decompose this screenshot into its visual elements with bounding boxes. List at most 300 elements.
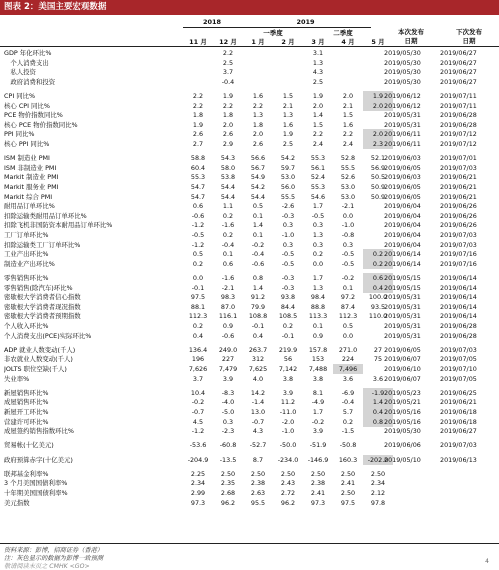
- value-cell: -1.0: [281, 231, 295, 239]
- value-cell: -2.1: [341, 202, 355, 211]
- indicator-label: 个人收入环比%: [4, 322, 49, 330]
- table-row: [0, 91, 499, 101]
- value-cell: 2.5: [282, 140, 294, 148]
- value-cell: 5.7: [342, 408, 354, 416]
- value-cell: 0.9: [312, 331, 324, 340]
- release-date-cell: 2019/06/04: [384, 221, 421, 230]
- disclaimer-note: 敬请阅读末页之 CMHK <GO>: [4, 563, 90, 570]
- value-cell: 2.2: [312, 130, 324, 139]
- table-row: [0, 440, 499, 450]
- value-cell: 1.6: [342, 120, 354, 129]
- value-cell: 1.4: [363, 397, 393, 407]
- value-cell: 312: [251, 355, 265, 364]
- release-date-cell: 2019/05/16: [384, 417, 421, 426]
- value-cell: 97.2: [340, 293, 356, 302]
- value-cell: 1.7: [312, 408, 324, 416]
- indicator-label: 密歇根大学消费者现况指数: [4, 302, 81, 311]
- table-row: [0, 302, 499, 312]
- value-cell: -1.5: [341, 427, 355, 436]
- value-cell: 54.9: [250, 173, 266, 182]
- value-cell: 112.3: [338, 312, 358, 321]
- next-release-cell: 2019/06/28: [440, 120, 477, 129]
- value-cell: 2.0: [312, 101, 324, 110]
- table-row: [0, 58, 499, 68]
- release-date-cell: 2019/05/31: [384, 331, 421, 340]
- indicator-label: ISM 非制造业 PMI: [4, 163, 57, 172]
- table-row: [0, 220, 499, 230]
- month-header: 2 月: [281, 38, 295, 46]
- value-cell: 0.6: [222, 259, 234, 268]
- indicator-label: 新屋开工环比%: [4, 408, 49, 416]
- value-cell: 0.3: [282, 240, 294, 249]
- value-cell: -51.9: [309, 441, 327, 450]
- next-release-cell: 2019/06/27: [440, 49, 477, 57]
- indicator-label: 密歇根大学消费者信心指数: [4, 293, 81, 302]
- value-cell: 1.3: [252, 111, 264, 120]
- table-row: [0, 192, 499, 202]
- table-row: [0, 211, 499, 221]
- indicator-label: 成屋签约销售指数环比%: [4, 427, 74, 436]
- value-cell: 0.2: [312, 250, 324, 259]
- year-2019-header: 2019: [296, 18, 315, 26]
- value-cell: 59.7: [280, 163, 296, 172]
- value-cell: 79.9: [250, 302, 266, 311]
- next-release-cell: 2019/07/01: [440, 154, 477, 163]
- value-cell: 14.2: [250, 388, 266, 397]
- value-cell: 2.2: [192, 101, 204, 110]
- value-cell: 3.7: [222, 68, 234, 77]
- value-cell: 2.34: [370, 479, 386, 488]
- value-cell: -2.3: [221, 427, 235, 436]
- value-cell: 1.9: [363, 91, 393, 101]
- value-cell: -0.3: [281, 283, 295, 292]
- value-cell: 0.1: [312, 322, 324, 330]
- next-release-cell: 2019/07/05: [440, 355, 477, 364]
- value-cell: 2.9: [222, 140, 234, 148]
- table-row: [0, 48, 499, 58]
- indicator-label: 新屋销售环比%: [4, 388, 49, 397]
- value-cell: 55.3: [190, 173, 206, 182]
- release-date-cell: 2019/05/21: [384, 398, 421, 407]
- value-cell: -146.9: [307, 455, 329, 464]
- value-cell: 97.3: [310, 498, 326, 507]
- table-row: [0, 426, 499, 436]
- indicator-label: 零售销售环比%: [4, 274, 49, 282]
- value-cell: 1.9: [282, 130, 294, 139]
- table-row: [0, 67, 499, 77]
- value-cell: 160.3: [338, 455, 358, 464]
- next-release-cell: 2019/06/25: [440, 388, 477, 397]
- value-cell: 50.9: [370, 192, 386, 201]
- indicator-label: 耐用品订单环比%: [4, 202, 55, 211]
- release-date-cell: 2019/06/03: [384, 173, 421, 182]
- value-cell: -52.7: [249, 441, 267, 450]
- indicator-label: 核心 CPI 同比%: [4, 101, 50, 110]
- table-row: [0, 364, 499, 374]
- value-cell: 1.8: [222, 111, 234, 120]
- value-cell: -234.0: [277, 455, 299, 464]
- value-cell: 87.4: [340, 302, 356, 311]
- indicator-label: 3 个月美国国债利率%: [4, 479, 68, 488]
- release-date-cell: 2019/05/16: [384, 408, 421, 416]
- indicator-label: 零售销售(除汽车)环比%: [4, 283, 73, 292]
- value-cell: 0.2: [192, 322, 204, 330]
- next-release-cell: 2019/07/03: [440, 163, 477, 172]
- next-release-cell: 2019/07/16: [440, 250, 477, 259]
- value-cell: 50.5: [370, 173, 386, 182]
- value-cell: 1.3: [312, 58, 324, 67]
- value-cell: 2.68: [220, 489, 236, 497]
- year-2018-header: 2018: [202, 18, 222, 26]
- value-cell: 113.3: [308, 312, 328, 321]
- value-cell: -50.0: [279, 441, 297, 450]
- value-cell: 8.1: [312, 388, 324, 397]
- value-cell: 53.0: [280, 173, 296, 182]
- value-cell: 53.0: [340, 183, 356, 191]
- value-cell: 0.2: [282, 322, 294, 330]
- value-cell: 227: [221, 355, 235, 364]
- table-row: [0, 101, 499, 111]
- value-cell: 2.25: [190, 469, 206, 478]
- indicator-label: 私人投资: [4, 68, 36, 77]
- value-cell: 54.6: [310, 192, 326, 201]
- next-release-cell: 2019/06/14: [440, 312, 477, 321]
- value-cell: 56.9: [370, 163, 386, 172]
- value-cell: 0.4: [363, 407, 393, 417]
- value-cell: 10.4: [190, 388, 206, 397]
- table-row: [0, 354, 499, 364]
- indicator-label: 制造业产出环比%: [4, 259, 55, 268]
- value-cell: 0.6: [192, 202, 204, 211]
- value-cell: -0.2: [191, 398, 205, 407]
- value-cell: 0.2: [363, 259, 393, 269]
- table-row: [0, 478, 499, 488]
- release-date-cell: 2019/05/10: [384, 455, 421, 464]
- value-cell: 3.8: [312, 374, 324, 383]
- value-cell: 2.43: [280, 479, 296, 488]
- value-cell: -0.4: [221, 240, 235, 249]
- value-cell: 0.0: [342, 211, 354, 220]
- value-cell: -0.5: [281, 250, 295, 259]
- value-cell: 2.2: [222, 49, 234, 57]
- indicator-label: 政府消费和投资: [4, 77, 56, 86]
- value-cell: 0.2: [222, 231, 234, 239]
- value-cell: 3.1: [312, 49, 324, 57]
- value-cell: 2.0: [342, 92, 354, 100]
- value-cell: 2.35: [220, 479, 236, 488]
- next-release-cell: 2019/06/27: [440, 68, 477, 77]
- release-date-cell: 2019/06/07: [384, 374, 421, 383]
- table-row: [0, 283, 499, 293]
- header-rule-top: [183, 27, 371, 28]
- release-date-cell: 2019/06/05: [384, 183, 421, 191]
- value-cell: 112.3: [188, 312, 208, 321]
- value-cell: 54.7: [190, 183, 206, 191]
- value-cell: 97.3: [190, 498, 206, 507]
- indicator-label: 个人消费支出(PCE)实际环比%: [4, 331, 92, 340]
- next-release-cell: 2019/06/27: [440, 58, 477, 67]
- next-release-cell: 2019/07/12: [440, 140, 477, 148]
- value-cell: -2.0: [281, 417, 295, 426]
- quarter-1-header: 一季度: [263, 29, 283, 37]
- value-cell: 8.7: [252, 455, 264, 464]
- value-cell: 2.50: [310, 469, 326, 478]
- value-cell: 1.3: [312, 283, 324, 292]
- value-cell: -0.2: [251, 240, 265, 249]
- value-cell: 58.0: [220, 163, 236, 172]
- value-cell: 2.50: [340, 469, 356, 478]
- value-cell: 13.0: [250, 408, 266, 416]
- value-cell: 0.2: [222, 211, 234, 220]
- value-cell: 55.5: [340, 163, 356, 172]
- value-cell: 2.0: [252, 130, 264, 139]
- value-cell: 4.0: [252, 374, 264, 383]
- value-cell: -11.0: [279, 408, 297, 416]
- value-cell: -1.2: [191, 427, 205, 436]
- next-release-header: 下次发布 日期: [456, 28, 482, 45]
- value-cell: 1.5: [312, 120, 324, 129]
- value-cell: -5.0: [221, 408, 235, 416]
- value-cell: 96.2: [280, 498, 296, 507]
- value-cell: 2.2: [342, 130, 354, 139]
- value-cell: 110.0: [368, 312, 388, 321]
- value-cell: 53.0: [340, 192, 356, 201]
- value-cell: 0.9: [222, 322, 234, 330]
- next-release-cell: 2019/07/10: [440, 365, 477, 373]
- release-date-cell: 2019/06/05: [384, 163, 421, 172]
- value-cell: 55.5: [280, 192, 296, 201]
- value-cell: -0.3: [281, 211, 295, 220]
- value-cell: -0.6: [251, 259, 265, 268]
- value-cell: 1.8: [192, 111, 204, 120]
- value-cell: 1.7: [312, 202, 324, 211]
- value-cell: 1.4: [312, 111, 324, 120]
- value-cell: 0.1: [252, 231, 264, 239]
- value-cell: 88.8: [310, 302, 326, 311]
- indicator-label: 十年期美国国债利率%: [4, 489, 68, 497]
- value-cell: -0.7: [251, 417, 265, 426]
- next-release-cell: 2019/06/21: [440, 398, 477, 407]
- release-date-cell: 2019/05/30: [384, 49, 421, 57]
- value-cell: 2.50: [220, 469, 236, 478]
- value-cell: 1.5: [342, 111, 354, 120]
- value-cell: 0.2: [192, 259, 204, 268]
- release-date-cell: 2019/05/30: [384, 427, 421, 436]
- value-cell: 157.8: [308, 345, 328, 354]
- value-cell: -202.0: [363, 455, 393, 465]
- value-cell: 2.1: [282, 101, 294, 110]
- value-cell: 4.3: [252, 427, 264, 436]
- indicator-label: Markit 制造业 PMI: [4, 173, 59, 182]
- release-date-cell: 2019/05/31: [384, 120, 421, 129]
- next-release-cell: 2019/07/12: [440, 130, 477, 139]
- value-cell: -6.9: [341, 388, 355, 397]
- next-release-cell: 2019/06/28: [440, 322, 477, 330]
- value-cell: -4.0: [221, 398, 235, 407]
- value-cell: 2.2: [252, 101, 264, 110]
- value-cell: -0.6: [191, 211, 205, 220]
- value-cell: 56.6: [250, 154, 266, 163]
- value-cell: 2.38: [250, 479, 266, 488]
- table-row: [0, 139, 499, 149]
- value-cell: -0.5: [281, 259, 295, 268]
- table-row: [0, 292, 499, 302]
- value-cell: 56: [283, 355, 293, 364]
- value-cell: 1.5: [282, 92, 294, 100]
- value-cell: -0.1: [251, 322, 265, 330]
- value-cell: 2.5: [312, 77, 324, 86]
- next-release-cell: 2019/06/28: [440, 111, 477, 120]
- value-cell: 2.4: [342, 140, 354, 148]
- value-cell: 3.6: [342, 374, 354, 383]
- next-release-cell: 2019/06/28: [440, 331, 477, 340]
- value-cell: -0.2: [341, 274, 355, 282]
- value-cell: 196: [191, 355, 205, 364]
- value-cell: 0.0: [312, 259, 324, 268]
- value-cell: 2.6: [192, 130, 204, 139]
- header-rule-bottom: [0, 46, 499, 47]
- value-cell: -0.1: [281, 331, 295, 340]
- indicator-label: 美元指数: [4, 498, 30, 507]
- value-cell: -0.4: [251, 250, 265, 259]
- value-cell: -1.9: [363, 388, 393, 398]
- value-cell: 0.8: [252, 274, 264, 282]
- page-number: 4: [485, 558, 489, 565]
- table-row: [0, 110, 499, 120]
- indicator-label: CPI 同比%: [4, 92, 36, 100]
- value-cell: -1.0: [281, 427, 295, 436]
- value-cell: 88.1: [190, 302, 206, 311]
- month-header: 12 月: [219, 38, 237, 46]
- value-cell: 2.0: [222, 120, 234, 129]
- table-row: [0, 153, 499, 163]
- value-cell: -0.4: [221, 77, 235, 86]
- value-cell: 27: [373, 345, 383, 354]
- table-row: [0, 455, 499, 465]
- next-release-cell: 2019/06/18: [440, 417, 477, 426]
- value-cell: 0.4: [363, 283, 393, 293]
- next-release-cell: 2019/06/14: [440, 302, 477, 311]
- next-release-cell: 2019/06/27: [440, 77, 477, 86]
- indicator-label: 联邦基金利率%: [4, 469, 49, 478]
- value-cell: 224: [341, 355, 355, 364]
- release-date-cell: 2019/06/05: [384, 192, 421, 201]
- value-cell: 2.34: [190, 479, 206, 488]
- value-cell: -50.8: [339, 441, 357, 450]
- release-date-cell: 2019/06/12: [384, 92, 421, 100]
- indicator-label: 扣除运输类工厂订单环比%: [4, 240, 81, 249]
- value-cell: 1.9: [222, 92, 234, 100]
- value-cell: 7,626: [188, 365, 208, 373]
- indicator-label: 失业率%: [4, 374, 30, 383]
- value-cell: -0.5: [341, 259, 355, 268]
- value-cell: 2.50: [370, 469, 386, 478]
- indicator-label: 成屋销售环比%: [4, 398, 49, 407]
- value-cell: 0.5: [252, 202, 264, 211]
- table-row: [0, 230, 499, 240]
- value-cell: 0.8: [363, 417, 393, 427]
- value-cell: 3.8: [282, 374, 294, 383]
- value-cell: -2.6: [281, 202, 295, 211]
- value-cell: 93.5: [370, 302, 386, 311]
- value-cell: 3.6: [372, 374, 384, 383]
- release-date-cell: 2019/06/10: [384, 365, 421, 373]
- release-date-header: 本次发布 日期: [398, 28, 424, 45]
- value-cell: 2.12: [370, 489, 386, 497]
- value-cell: 2.50: [250, 469, 266, 478]
- value-cell: -1.6: [221, 274, 235, 282]
- value-cell: 60.4: [190, 163, 206, 172]
- next-release-cell: 2019/06/14: [440, 283, 477, 292]
- value-cell: 0.4: [192, 331, 204, 340]
- value-cell: 3.9: [282, 388, 294, 397]
- release-date-cell: 2019/05/30: [384, 58, 421, 67]
- month-header: 3 月: [311, 38, 325, 46]
- value-cell: 2.50: [280, 469, 296, 478]
- value-cell: 2.7: [192, 140, 204, 148]
- value-cell: 2.5: [222, 58, 234, 67]
- quarter-2-header: 二季度: [333, 29, 353, 37]
- value-cell: 7,142: [278, 365, 298, 373]
- table-row: [0, 311, 499, 321]
- value-cell: 2.6: [222, 130, 234, 139]
- value-cell: 7,488: [308, 365, 328, 373]
- release-date-cell: 2019/06/03: [384, 154, 421, 163]
- value-cell: 219.9: [278, 345, 298, 354]
- value-cell: 56.1: [310, 163, 326, 172]
- value-cell: 0.1: [252, 211, 264, 220]
- value-cell: 54.4: [220, 192, 236, 201]
- month-header: 1 月: [251, 38, 265, 46]
- value-cell: 1.3: [282, 111, 294, 120]
- month-header: 5 月: [371, 38, 385, 46]
- next-release-cell: 2019/06/13: [440, 455, 477, 464]
- table-row: [0, 182, 499, 192]
- value-cell: 4.3: [312, 68, 324, 77]
- value-cell: 2.99: [190, 489, 206, 497]
- table-row: [0, 201, 499, 211]
- value-cell: 97.5: [340, 498, 356, 507]
- value-cell: 11.2: [280, 398, 296, 407]
- release-date-cell: 2019/06/14: [384, 259, 421, 268]
- next-release-cell: 2019/07/03: [440, 231, 477, 239]
- value-cell: 249.0: [218, 345, 238, 354]
- table-row: [0, 374, 499, 384]
- month-header: 11 月: [189, 38, 207, 46]
- value-cell: 95.5: [250, 498, 266, 507]
- value-cell: 2.38: [310, 479, 326, 488]
- value-cell: 93.8: [280, 293, 296, 302]
- release-date-cell: 2019/05/15: [384, 274, 421, 282]
- indicator-label: GDP 年化环比%: [4, 49, 52, 57]
- indicator-label: 核心 PCE 物价指数同比%: [4, 120, 78, 129]
- value-cell: -0.3: [281, 274, 295, 282]
- value-cell: 0.5: [192, 250, 204, 259]
- indicator-label: 个人消费支出: [4, 58, 49, 67]
- value-cell: -1.6: [221, 221, 235, 230]
- release-date-cell: 2019/05/30: [384, 68, 421, 77]
- value-cell: 52.1: [370, 154, 386, 163]
- release-date-cell: 2019/06/11: [384, 130, 421, 139]
- table-row: [0, 488, 499, 498]
- indicator-label: 工厂订单环比%: [4, 231, 49, 239]
- value-cell: 54.4: [220, 183, 236, 191]
- table-row: [0, 259, 499, 269]
- value-cell: 0.3: [342, 240, 354, 249]
- next-release-cell: 2019/07/03: [440, 240, 477, 249]
- indicator-label: 扣除运输类耐用品订单环比%: [4, 211, 87, 220]
- release-date-cell: 2019/05/30: [384, 77, 421, 86]
